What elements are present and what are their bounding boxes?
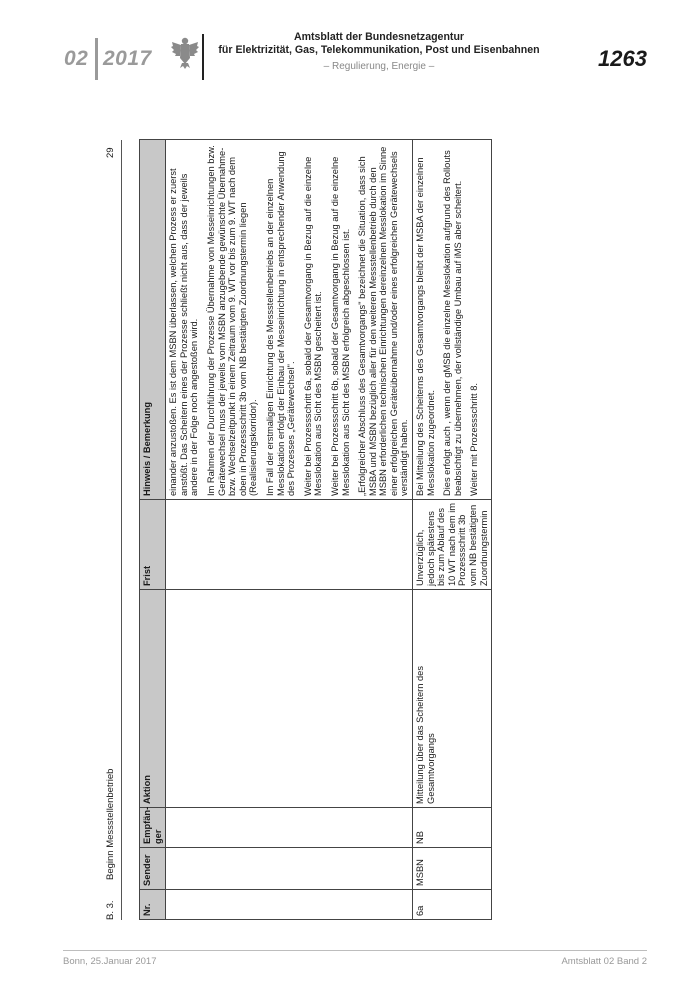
cell-sender (166, 848, 413, 890)
cell-sender: MSBN (413, 848, 492, 890)
footer-place-date: Bonn, 25.Januar 2017 (63, 956, 157, 967)
cell-hinweis (166, 140, 413, 500)
column-header-aktion: Aktion (140, 590, 166, 808)
cell-aktion (166, 590, 413, 808)
hint-paragraph: Dies erfolgt auch , wenn der gMSB die einzelne Messlokation aufgrund des Rollouts beabsichtigt zu übernehmen, der vollständige Umbau auf iMS aber scheitert. (442, 150, 463, 496)
cell-hinweis (413, 140, 492, 500)
hint-paragraph: „Erfolgreicher Abschluss des Gesamtvorgangs" bezeichnet die Situation, dass sich MSBA und MSBN bezüglich aller für den weiteren Messstellenbetrieb durch den MSBN erforderlichen technischen Einrichtungen dereinzelnen Messlokation im Sinne einer erfolgreichen Geräteübernahme und/oder eines erfolgreichen Gerätewechsels verständigt haben. (357, 146, 410, 496)
table-row-continuation (166, 140, 413, 920)
table-header-row (140, 140, 166, 920)
cell-empfaenger: NB (413, 808, 492, 848)
footer-publication-ref: Amtsblatt 02 Band 2 (561, 956, 647, 967)
hint-paragraph: Weiter mit Prozessschritt 8. (469, 383, 480, 496)
frist-text: Unverzüglich, jedoch spätestens bis zum Ablauf des 10 WT nach dem im Prozessschritt 3b vom NB bestätigten Zuordnungstermin (415, 502, 489, 586)
issue-year: 2017 (103, 47, 152, 70)
hint-paragraph: einander anzustoßen. Es ist dem MSBN überlassen, welchen Prozess er zuerst anstößt. Das Scheitern eines der Prozesse schließt nicht aus, dass der jeweils andere in der Folge noch angestoßen wird. (168, 168, 200, 496)
process-table (139, 139, 492, 920)
hint-paragraph: Weiter bei Prozessschritt 6a, sobald der Gesamtvorgang in Bezug auf die einzelne Messlokation aus Sicht des MSBN gescheitert ist. (302, 156, 324, 496)
rotated-table-region (105, 140, 665, 920)
publication-title-line1: Amtsblatt der Bundesnetzagentur (293, 31, 465, 43)
table-row-6a (413, 140, 492, 920)
cell-frist (413, 500, 492, 590)
footer-rule (63, 950, 647, 951)
publication-title (214, 31, 544, 57)
cell-frist (166, 500, 413, 590)
federal-eagle-icon (170, 34, 200, 70)
column-header-hinweis: Hinweis / Bemerkung (140, 140, 166, 500)
cell-empfaenger (166, 808, 413, 848)
hint-paragraph: Bei Mitteilung des Scheiterns des Gesamtvorgangs bleibt der MSBA der einzelnen Messlokation zugeordnet. (415, 157, 436, 496)
publication-subtitle: – Regulierung, Energie – (323, 61, 435, 72)
hint-paragraph: Weiter bei Prozessschritt 6b, sobald der Gesamtvorgang in Bezug auf die einzelne Messlokation aus Sicht des MSBN erfolgreich abgeschlossen ist. (329, 156, 351, 496)
hint-paragraph: Im Fall der erstmaligen Einrichtung des Messstellenbetriebs an der einzelnen Messlokation erfolgt der Einbau der Messeinrichtung in entsprechender Anwendung des Prozesses „Gerätewechsel". (264, 151, 297, 496)
column-header-empfaenger: Empfän-ger (140, 808, 166, 848)
issue-number: 02 (64, 47, 89, 70)
cell-nr: 6a (413, 890, 492, 920)
cell-nr (166, 890, 413, 920)
hint-paragraph: Im Rahmen der Durchführung der Prozesse Übernahme von Messeinrichtungen bzw. Gerätewechsel muss der jeweils vom MSBN anzugebende gewünschte Übernahme- bzw. Wechselzeitpunkt in einem Zeitraum vom 9. WT vor bis zum 9. WT nach dem oben in Prozessschritt 3b vom NB bestätigten Zuordnungstermin liegen (Realisierungskorridor). (205, 145, 259, 496)
header-rule (202, 34, 204, 80)
publication-title-line2: für Elektrizität, Gas, Telekommunikation, Post und Eisenbahnen (218, 44, 540, 56)
inner-page-reference: 29 (105, 147, 116, 158)
column-header-sender: Sender (140, 848, 166, 890)
column-header-frist: Frist (140, 500, 166, 590)
header-divider (95, 38, 98, 80)
column-header-nr: Nr. (140, 890, 166, 920)
section-number: B. 3. (105, 900, 116, 920)
section-title: Beginn Messstellenbetrieb (105, 768, 116, 880)
page-number: 1263 (598, 46, 647, 71)
cell-aktion: Mitteilung über das Scheitern des Gesamtvorgangs (413, 590, 492, 808)
section-rule (121, 140, 122, 920)
